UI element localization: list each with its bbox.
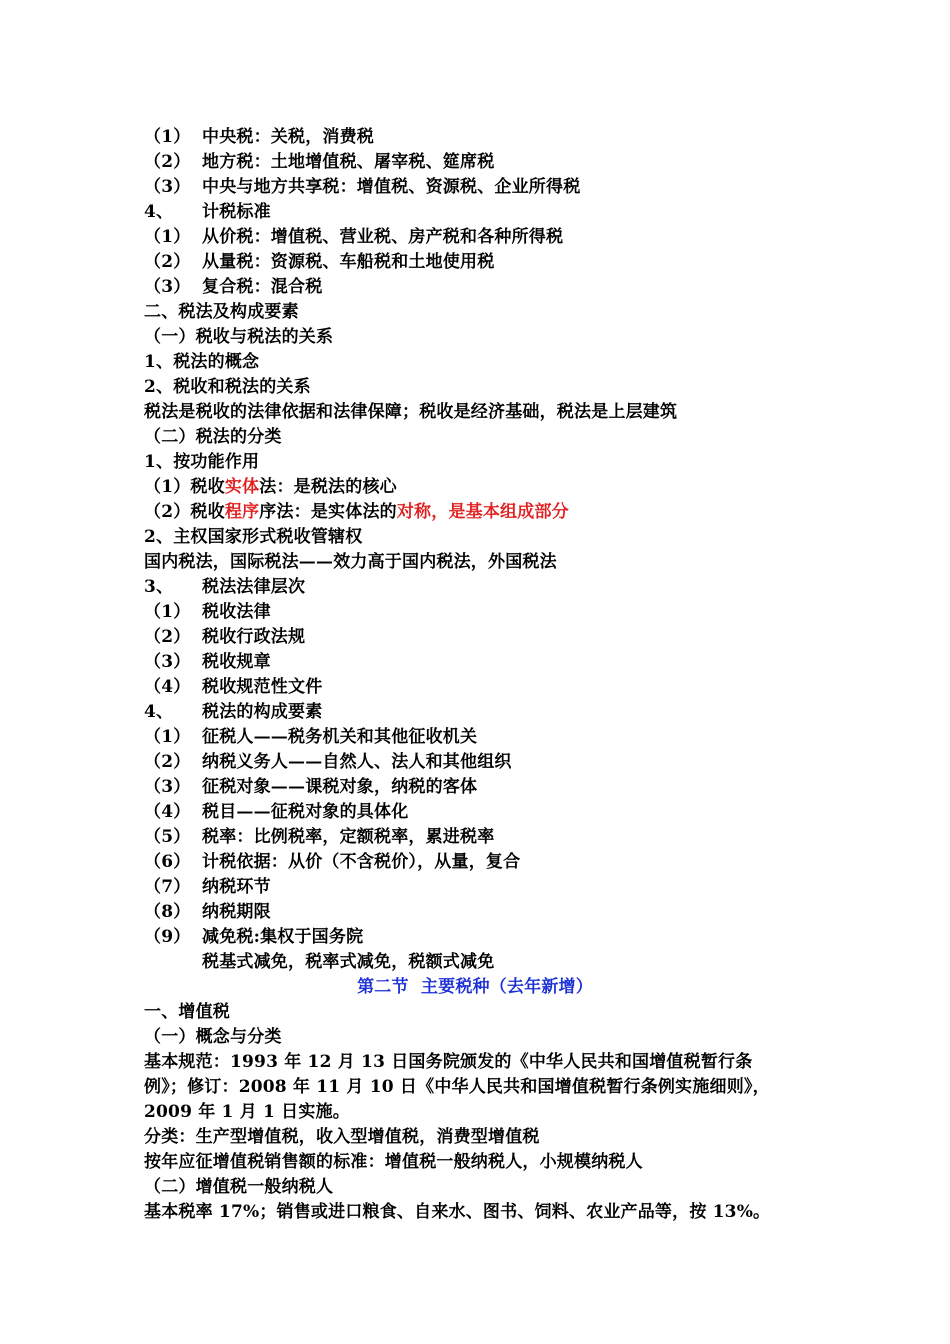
list-item: （4） 税收规范性文件 xyxy=(144,677,323,697)
paragraph: 基本规范：1993 年 12 月 13 日国务院颁发的《中华人民共和国增值税暂行条 xyxy=(144,1052,753,1072)
paragraph: 2、税收和税法的关系 xyxy=(144,377,311,397)
paragraph: 按年应征增值税销售额的标准：增值税一般纳税人，小规模纳税人 xyxy=(144,1152,643,1172)
line-middle: 序法：是实体法的 xyxy=(259,502,397,522)
paragraph: 分类：生产型增值税，收入型增值税，消费型增值税 xyxy=(144,1127,540,1147)
list-item: （2） 从量税：资源税、车船税和土地使用税 xyxy=(144,252,495,272)
line-prefix: （2）税收 xyxy=(144,502,225,522)
section-title: 第二节 主要税种（去年新增） xyxy=(357,977,593,997)
highlight-text: 对称，是基本组成部分 xyxy=(396,502,569,522)
list-heading: 4、 税法的构成要素 xyxy=(144,702,323,722)
paragraph: 2009 年 1 月 1 日实施。 xyxy=(144,1102,350,1122)
paragraph: 基本税率 17%；销售或进口粮食、自来水、图书、饲料、农业产品等，按 13%。 xyxy=(144,1202,771,1222)
list-item: （2） 纳税义务人——自然人、法人和其他组织 xyxy=(144,752,512,772)
list-item: （3） 中央与地方共享税：增值税、资源税、企业所得税 xyxy=(144,177,581,197)
highlight-text: 实体 xyxy=(224,477,260,497)
list-item: （1） 中央税：关税，消费税 xyxy=(144,127,374,147)
list-item: （3） 复合税：混合税 xyxy=(144,277,323,297)
list-item: （3） 征税对象——课税对象，纳税的客体 xyxy=(144,777,478,797)
list-item: （5） 税率：比例税率，定额税率，累进税率 xyxy=(144,827,495,847)
list-heading: 3、 税法法律层次 xyxy=(144,577,306,597)
list-item: （1） 从价税：增值税、营业税、房产税和各种所得税 xyxy=(144,227,564,247)
paragraph: 税法是税收的法律依据和法律保障；税收是经济基础，税法是上层建筑 xyxy=(144,402,678,422)
subsection-heading: （二）增值税一般纳税人 xyxy=(144,1177,334,1197)
list-item: （3） 税收规章 xyxy=(144,652,271,672)
paragraph: 1、按功能作用 xyxy=(144,452,260,472)
subsection-heading: （一）概念与分类 xyxy=(144,1027,282,1047)
list-item-continuation: 税基式减免，税率式减免，税额式减免 xyxy=(202,952,495,972)
list-item: （1） 税收法律 xyxy=(144,602,271,622)
section-heading: 二、税法及构成要素 xyxy=(144,302,299,322)
list-heading: 4、 计税标准 xyxy=(144,202,271,222)
line-prefix: （1）税收 xyxy=(144,477,225,497)
subsection-heading: （二）税法的分类 xyxy=(144,427,282,447)
paragraph: 国内税法，国际税法——效力高于国内税法，外国税法 xyxy=(144,552,557,572)
list-item: （9） 减免税:集权于国务院 xyxy=(144,927,364,947)
paragraph: 1、税法的概念 xyxy=(144,352,260,372)
highlight-text: 程序 xyxy=(224,502,260,522)
paragraph: 例》；修订：2008 年 11 月 10 日《中华人民共和国增值税暂行条例实施细则》， xyxy=(144,1077,770,1097)
list-item: （2） 地方税：土地增值税、屠宰税、筵席税 xyxy=(144,152,495,172)
list-item: （8） 纳税期限 xyxy=(144,902,271,922)
list-item: （1） 征税人——税务机关和其他征收机关 xyxy=(144,727,478,747)
subsection-heading: （一）税收与税法的关系 xyxy=(144,327,334,347)
list-item: （6） 计税依据：从价（不含税价），从量，复合 xyxy=(144,852,521,872)
list-item xyxy=(144,500,569,525)
paragraph: 2、主权国家形式税收管辖权 xyxy=(144,527,363,547)
list-item: （2） 税收行政法规 xyxy=(144,627,306,647)
line-suffix: 法：是税法的核心 xyxy=(259,477,397,497)
section-heading: 一、增值税 xyxy=(144,1002,230,1022)
list-item: （4） 税目——征税对象的具体化 xyxy=(144,802,409,822)
list-item: （7） 纳税环节 xyxy=(144,877,271,897)
list-item xyxy=(144,475,397,500)
